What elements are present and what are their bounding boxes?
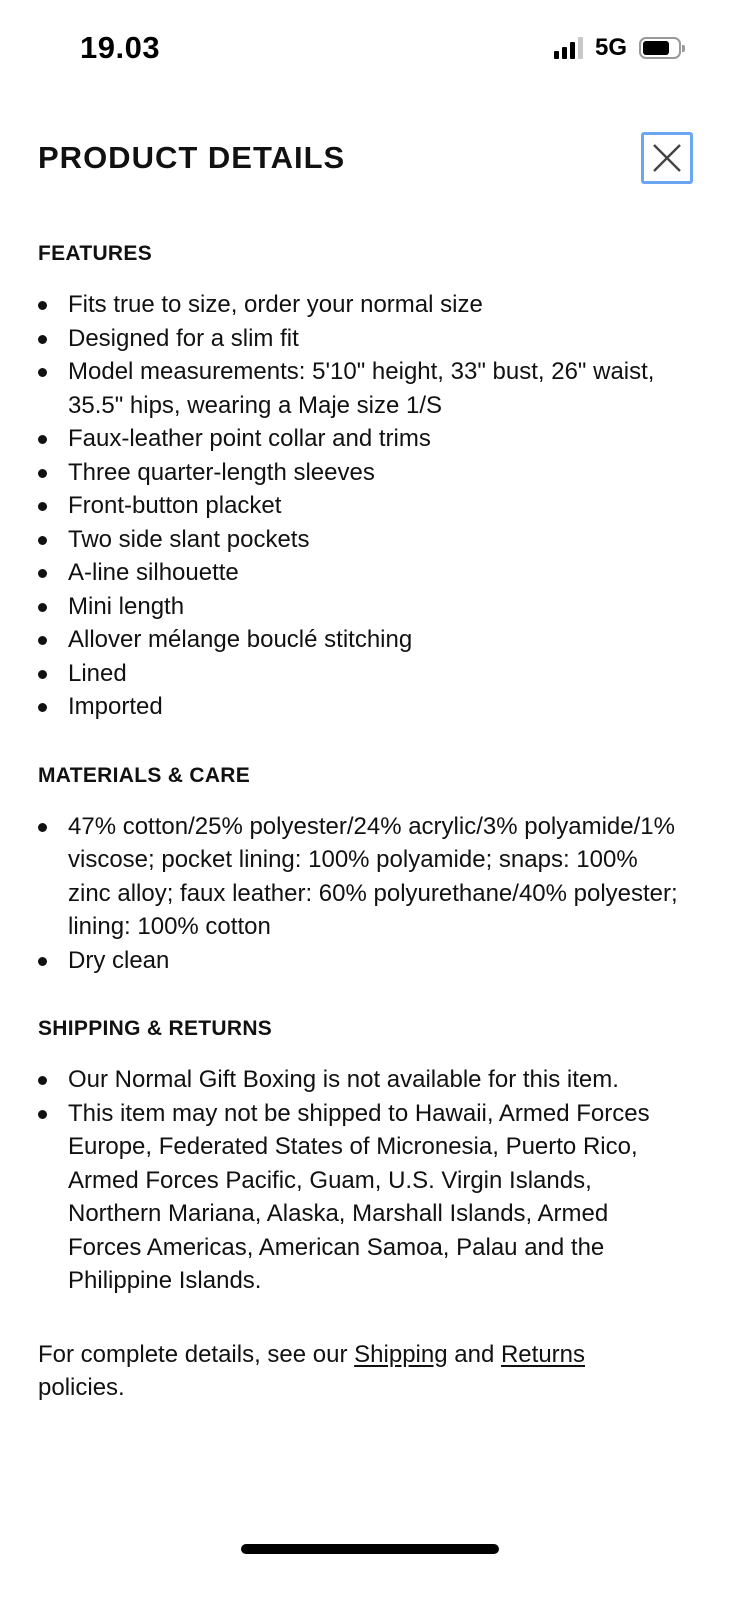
materials-title: MATERIALS & CARE (38, 763, 251, 787)
list-item: Mini length (38, 590, 678, 624)
status-indicators (554, 34, 681, 62)
list-item: This item may not be shipped to Hawaii, Armed Forces Europe, Federated States of Micronesia, Puerto Rico, Armed Forces Pacific, Guam, U.S. Virgin Islands, Northern Mariana, Alaska, Marshall Islands, Armed Forces Americas, American Samoa, Palau and the Philippine Islands. (38, 1097, 678, 1298)
shipping-section (38, 1017, 678, 1298)
shipping-title: SHIPPING & RETURNS (38, 1017, 273, 1040)
list-item: Designed for a slim fit (38, 322, 678, 356)
status-bar (0, 0, 739, 100)
signal-icon (554, 37, 583, 59)
shipping-link[interactable]: Shipping (354, 1340, 448, 1368)
list-item: Two side slant pockets (38, 523, 678, 557)
list-item: Imported (38, 690, 678, 724)
close-icon (652, 143, 682, 173)
modal-header (38, 130, 701, 190)
features-list (38, 288, 678, 724)
status-time: 19.03 (80, 30, 161, 65)
network-label: 5G (594, 34, 627, 61)
close-button[interactable] (641, 132, 693, 184)
policies-note-prefix: For complete details, see our (38, 1340, 348, 1368)
list-item: Front-button placket (38, 489, 678, 523)
list-item: 47% cotton/25% polyester/24% acrylic/3% polyamide/1% viscose; pocket lining: 100% polyamide; snaps: 100% zinc alloy; faux leather: 60% polyurethane/40% polyester; lining: 100% cotton (38, 810, 678, 944)
list-item: Fits true to size, order your normal size (38, 288, 678, 322)
list-item: Three quarter-length sleeves (38, 456, 678, 490)
materials-section (38, 764, 678, 978)
list-item: Lined (38, 657, 678, 691)
returns-link[interactable]: Returns (500, 1340, 586, 1368)
shipping-list (38, 1063, 678, 1298)
list-item: Faux-leather point collar and trims (38, 422, 678, 456)
features-section (38, 242, 678, 724)
battery-icon (639, 37, 681, 59)
page-title: PRODUCT DETAILS (38, 140, 346, 175)
home-indicator[interactable] (241, 1544, 499, 1554)
features-title: FEATURES (38, 242, 153, 265)
list-item: Dry clean (38, 944, 678, 978)
policies-note-suffix: policies. (38, 1374, 125, 1401)
list-item: Our Normal Gift Boxing is not available for this item. (38, 1063, 678, 1097)
list-item: Model measurements: 5'10" height, 33" bust, 26" waist, 35.5" hips, wearing a Maje size 1/S (38, 355, 678, 422)
list-item: Allover mélange bouclé stitching (38, 623, 678, 657)
list-item: A-line silhouette (38, 556, 678, 590)
policies-note (38, 1338, 678, 1405)
product-details-content (38, 230, 678, 1405)
policies-note-and: and (454, 1340, 495, 1368)
materials-list (38, 810, 678, 978)
